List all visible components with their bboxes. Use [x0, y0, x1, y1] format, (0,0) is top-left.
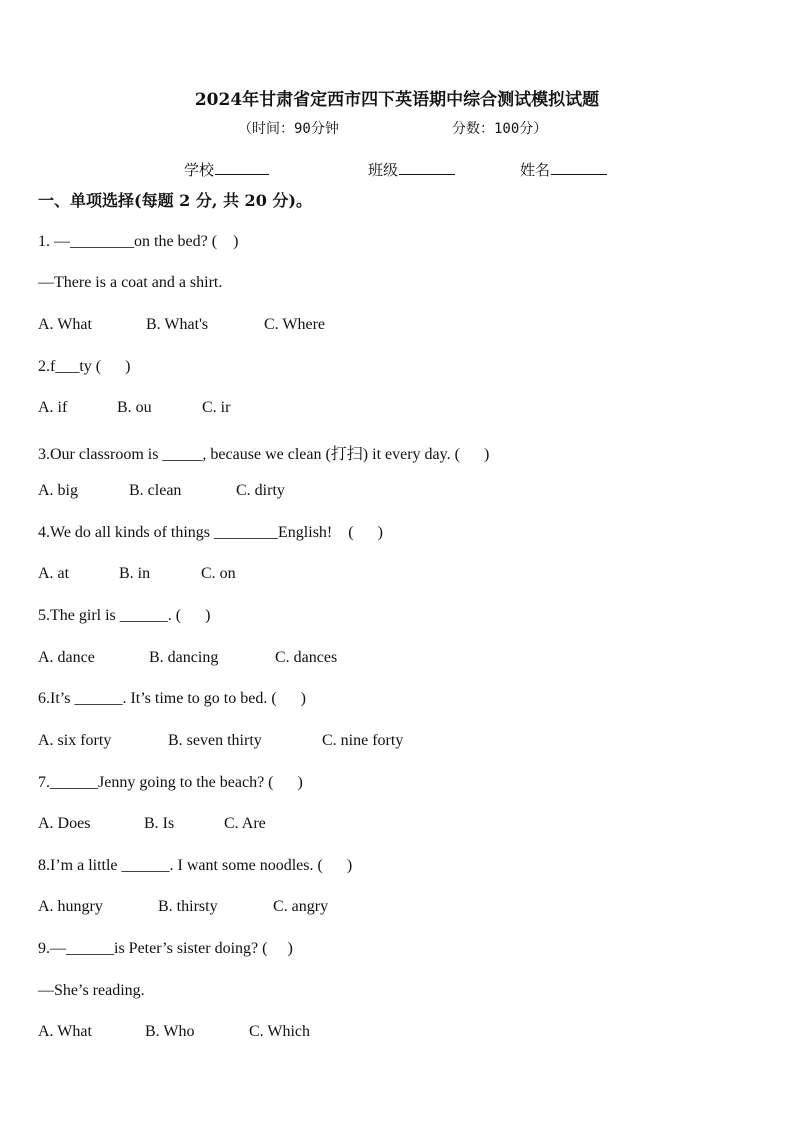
exam-time: （时间：90分钟 [238, 121, 339, 137]
question-5-stem: 5.The girl is ______. ( ) [38, 607, 211, 624]
option-a: A. at [38, 565, 70, 582]
option-a: A. What [38, 316, 92, 333]
class-field [368, 159, 455, 180]
class-blank [399, 160, 455, 175]
option-b: B. seven thirty [168, 732, 262, 749]
question-5-options [38, 649, 337, 667]
question-4-options [38, 565, 236, 583]
option-b: B. in [119, 565, 151, 582]
option-b: B. Is [144, 815, 175, 832]
option-b: B. Who [145, 1023, 195, 1040]
option-b: B. thirsty [158, 898, 218, 915]
exam-score: 分数：100分） [452, 121, 548, 137]
option-c: C. angry [273, 898, 329, 915]
school-label: 学校 [184, 161, 215, 179]
option-a: A. What [38, 1023, 92, 1040]
question-2-options [38, 399, 230, 417]
question-7-stem: 7.______Jenny going to the beach? ( ) [38, 774, 303, 791]
option-c: C. Which [249, 1023, 311, 1040]
school-blank [215, 160, 269, 175]
option-a: A. six forty [38, 732, 112, 749]
question-4-stem: 4.We do all kinds of things ________English! ( ) [38, 524, 383, 541]
question-9-answer-line: —She’s reading. [38, 982, 145, 999]
option-a: A. Does [38, 815, 91, 832]
option-c: C. ir [202, 399, 231, 416]
option-b: B. ou [117, 399, 152, 416]
option-b: B. dancing [149, 649, 219, 666]
section-heading: 一、单项选择(每题 2 分, 共 20 分)。 [38, 191, 312, 210]
question-1-stem: 1. —________on the bed? ( ) [38, 233, 239, 250]
question-9-stem: 9.—______is Peter’s sister doing? ( ) [38, 940, 293, 957]
question-8-options [38, 898, 328, 916]
option-b: B. What's [146, 316, 209, 333]
class-label: 班级 [368, 161, 399, 179]
question-6-options [38, 732, 403, 750]
question-2-stem: 2.f___ty ( ) [38, 358, 131, 375]
option-c: C. on [201, 565, 236, 582]
option-a: A. if [38, 399, 68, 416]
option-a: A. big [38, 482, 78, 499]
question-1-answer-line: —There is a coat and a shirt. [38, 274, 223, 291]
option-c: C. Where [264, 316, 326, 333]
question-1-options [38, 316, 325, 334]
question-8-stem: 8.I’m a little ______. I want some noodles. ( ) [38, 857, 353, 874]
question-6-stem: 6.It’s ______. It’s time to go to bed. ( ) [38, 690, 306, 707]
option-b: B. clean [129, 482, 182, 499]
question-3-stem: 3.Our classroom is _____, because we clean (打扫) it every day. ( ) [38, 446, 490, 463]
question-9-options [38, 1023, 310, 1041]
option-a: A. dance [38, 649, 95, 666]
school-field [184, 159, 269, 180]
option-c: C. Are [224, 815, 266, 832]
name-label: 姓名 [520, 161, 551, 179]
option-c: C. dances [275, 649, 338, 666]
option-a: A. hungry [38, 898, 103, 915]
name-field [520, 159, 607, 180]
page-title: 2024年甘肃省定西市四下英语期中综合测试模拟试题 [194, 90, 600, 110]
question-7-options [38, 815, 266, 833]
question-3-options [38, 482, 285, 500]
option-c: C. dirty [236, 482, 285, 499]
option-c: C. nine forty [322, 732, 404, 749]
name-blank [551, 160, 607, 175]
